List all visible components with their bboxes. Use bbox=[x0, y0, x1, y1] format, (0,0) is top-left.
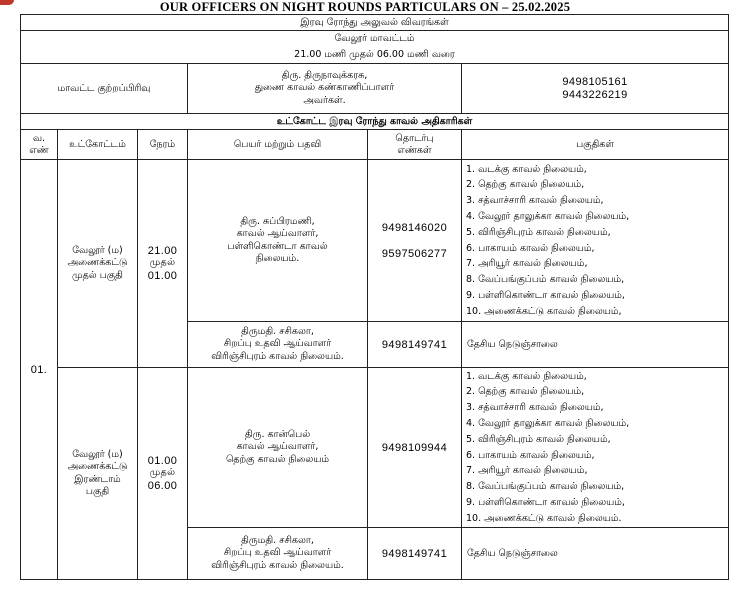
subdivision-line: வேலூர் (ம) bbox=[72, 448, 123, 460]
time-start: 21.00 bbox=[147, 244, 178, 257]
time-cell bbox=[138, 368, 188, 580]
subtitle-row bbox=[21, 15, 729, 31]
highway-area: தேசிய நெடுஞ்சாலை bbox=[462, 528, 729, 580]
officer-name-line: திருமதி. சசிகலா, bbox=[241, 325, 314, 337]
list-item: 8. வேப்பங்குப்பம் காவல் நிலையம், bbox=[466, 481, 625, 493]
time-start: 01.00 bbox=[147, 454, 178, 467]
list-item: 6. பாகாயம் காவல் நிலையம், bbox=[466, 449, 595, 461]
officer-name-line: திரு. கான்பெல் bbox=[244, 428, 311, 440]
time-cell bbox=[138, 160, 188, 368]
col-name: பெயர் மற்றும் பதவி bbox=[188, 130, 368, 160]
list-item: 7. அரியூர் காவல் நிலையம், bbox=[466, 258, 588, 270]
officer-name-cell bbox=[188, 368, 368, 528]
night-rounds-table bbox=[20, 14, 729, 580]
time-end: 06.00 bbox=[147, 479, 178, 492]
col-subdivision: உட்கோட்டம் bbox=[58, 130, 138, 160]
col-time: நேரம் bbox=[138, 130, 188, 160]
col-contact bbox=[368, 130, 462, 160]
subdivision-line: பகுதி bbox=[85, 486, 110, 497]
col-sno-line: வ. bbox=[32, 132, 46, 144]
list-item: 10. அணைக்கட்டு காவல் நிலையம். bbox=[466, 512, 622, 524]
section-title-row bbox=[21, 114, 729, 130]
time-sep: முதல் bbox=[149, 257, 176, 269]
list-item: 5. விரிஞ்சிபுரம் காவல் நிலையம், bbox=[466, 226, 611, 238]
list-item: 3. சத்வாச்சாரி காவல் நிலையம், bbox=[466, 402, 604, 414]
col-contact-line: எண்கள் bbox=[397, 144, 432, 156]
list-item: 6. பாகாயம் காவல் நிலையம், bbox=[466, 242, 595, 254]
serial-number: 01. bbox=[21, 160, 58, 580]
phone-number: 9498149741 bbox=[368, 528, 462, 580]
officer-name-line: திருமதி. சசிகலா, bbox=[241, 534, 314, 546]
list-item: 5. விரிஞ்சிபுரம் காவல் நிலையம், bbox=[466, 433, 611, 445]
timing-range: 21.00 மணி முதல் 06.00 மணி வரை bbox=[294, 49, 455, 60]
district-row bbox=[21, 31, 729, 64]
subdivision-cell bbox=[58, 368, 138, 580]
honorific-line: அவர்கள். bbox=[303, 94, 346, 106]
list-item: 7. அரியூர் காவல் நிலையம், bbox=[466, 465, 588, 477]
designation-line: துணை காவல் கண்காணிப்பாளர் bbox=[254, 82, 395, 94]
list-item: 9. பள்ளிகொண்டா காவல் நிலையம், bbox=[466, 289, 625, 301]
time-sep: முதல் bbox=[149, 467, 176, 479]
areas-cell bbox=[462, 368, 729, 528]
list-item: 2. தெற்கு காவல் நிலையம், bbox=[466, 179, 585, 191]
column-header-row bbox=[21, 130, 729, 160]
officer-name-cell bbox=[188, 160, 368, 322]
list-item: 4. வேலூர் தாலுக்கா காவல் நிலையம், bbox=[466, 417, 630, 429]
subdivision-line: இரண்டாம் bbox=[74, 473, 121, 485]
district-officer-phones bbox=[462, 64, 729, 114]
list-item: 2. தெற்கு காவல் நிலையம், bbox=[466, 386, 585, 398]
phone-number: 9498105161 bbox=[562, 76, 628, 88]
name-line: திரு. திருநாவுக்கரசு, bbox=[281, 69, 368, 81]
officer-phones-cell bbox=[368, 160, 462, 322]
list-item: 4. வேலூர் தாலுக்கா காவல் நிலையம், bbox=[466, 210, 630, 222]
highway-officer-cell bbox=[188, 322, 368, 368]
subdivision-line: அணைக்கட்டு bbox=[67, 257, 128, 269]
officer-name-line: சிறப்பு உதவி ஆய்வாளர் bbox=[223, 338, 332, 350]
district-officer-name bbox=[188, 64, 462, 114]
col-contact-line: தொடர்பு bbox=[395, 132, 434, 144]
list-item: 1. வடக்கு காவல் நிலையம், bbox=[466, 370, 587, 382]
table-row bbox=[21, 160, 729, 322]
phone-number: 9498109944 bbox=[368, 368, 462, 528]
phone-number: 9443226219 bbox=[562, 88, 628, 101]
officer-name-line: காவல் ஆய்வாளர், bbox=[236, 441, 319, 453]
officer-name-line: விரிஞ்சிபுரம் காவல் நிலையம். bbox=[211, 350, 344, 362]
time-end: 01.00 bbox=[147, 269, 178, 282]
officer-name-line: நிலையம். bbox=[255, 253, 300, 264]
col-sno bbox=[21, 130, 58, 160]
subdivision-line: அணைக்கட்டு bbox=[67, 461, 128, 472]
officer-name-line: காவல் ஆய்வாளர், bbox=[236, 228, 319, 239]
section-title: உட்கோட்ட இரவு ரோந்து காவல் அதிகாரிகள் bbox=[21, 114, 729, 130]
list-item: 8. வேப்பங்குப்பம் காவல் நிலையம், bbox=[466, 274, 625, 286]
officer-name-line: சிறப்பு உதவி ஆய்வாளர் bbox=[223, 547, 332, 559]
district-cell bbox=[21, 31, 729, 64]
list-item: 9. பள்ளிகொண்டா காவல் நிலையம், bbox=[466, 496, 625, 508]
unit-name: மாவட்ட குற்றப்பிரிவு bbox=[21, 64, 188, 114]
subdivision-cell bbox=[58, 160, 138, 368]
highway-officer-cell bbox=[188, 528, 368, 580]
list-item: 10. அணைக்கட்டு காவல் நிலையம், bbox=[466, 305, 622, 317]
officer-name-line: விரிஞ்சிபுரம் காவல் நிலையம். bbox=[211, 559, 344, 571]
subdivision-line: முதல் பகுதி bbox=[72, 269, 123, 281]
phone-number: 9498149741 bbox=[368, 322, 462, 368]
list-item: 1. வடக்கு காவல் நிலையம், bbox=[466, 163, 587, 175]
subdivision-line: வேலூர் (ம) bbox=[72, 244, 123, 256]
table-row bbox=[21, 368, 729, 528]
areas-cell bbox=[462, 160, 729, 322]
col-areas: பகுதிகள் bbox=[462, 130, 729, 160]
list-item: 3. சத்வாச்சாரி காவல் நிலையம், bbox=[466, 195, 604, 207]
highway-area: தேசிய நெடுஞ்சாலை bbox=[462, 322, 729, 368]
page-title: OUR OFFICERS ON NIGHT ROUNDS PARTICULARS ON – 25.02.2025 bbox=[159, 0, 571, 14]
officer-name-line: தெற்கு காவல் நிலையம் bbox=[225, 453, 330, 465]
phone-number: 9597506277 bbox=[381, 247, 448, 260]
phone-number: 9498146020 bbox=[381, 221, 448, 234]
district-officer-row bbox=[21, 64, 729, 114]
col-sno-line: எண் bbox=[29, 144, 49, 156]
district-name: வேலூர் மாவட்டம் bbox=[334, 32, 415, 44]
officer-name-line: திரு. சுப்பிரமணி, bbox=[240, 215, 315, 227]
officer-name-line: பள்ளிகொண்டா காவல் bbox=[227, 240, 328, 252]
report-subtitle: இரவு ரோந்து அலுவல் விவரங்கள் bbox=[21, 15, 729, 31]
